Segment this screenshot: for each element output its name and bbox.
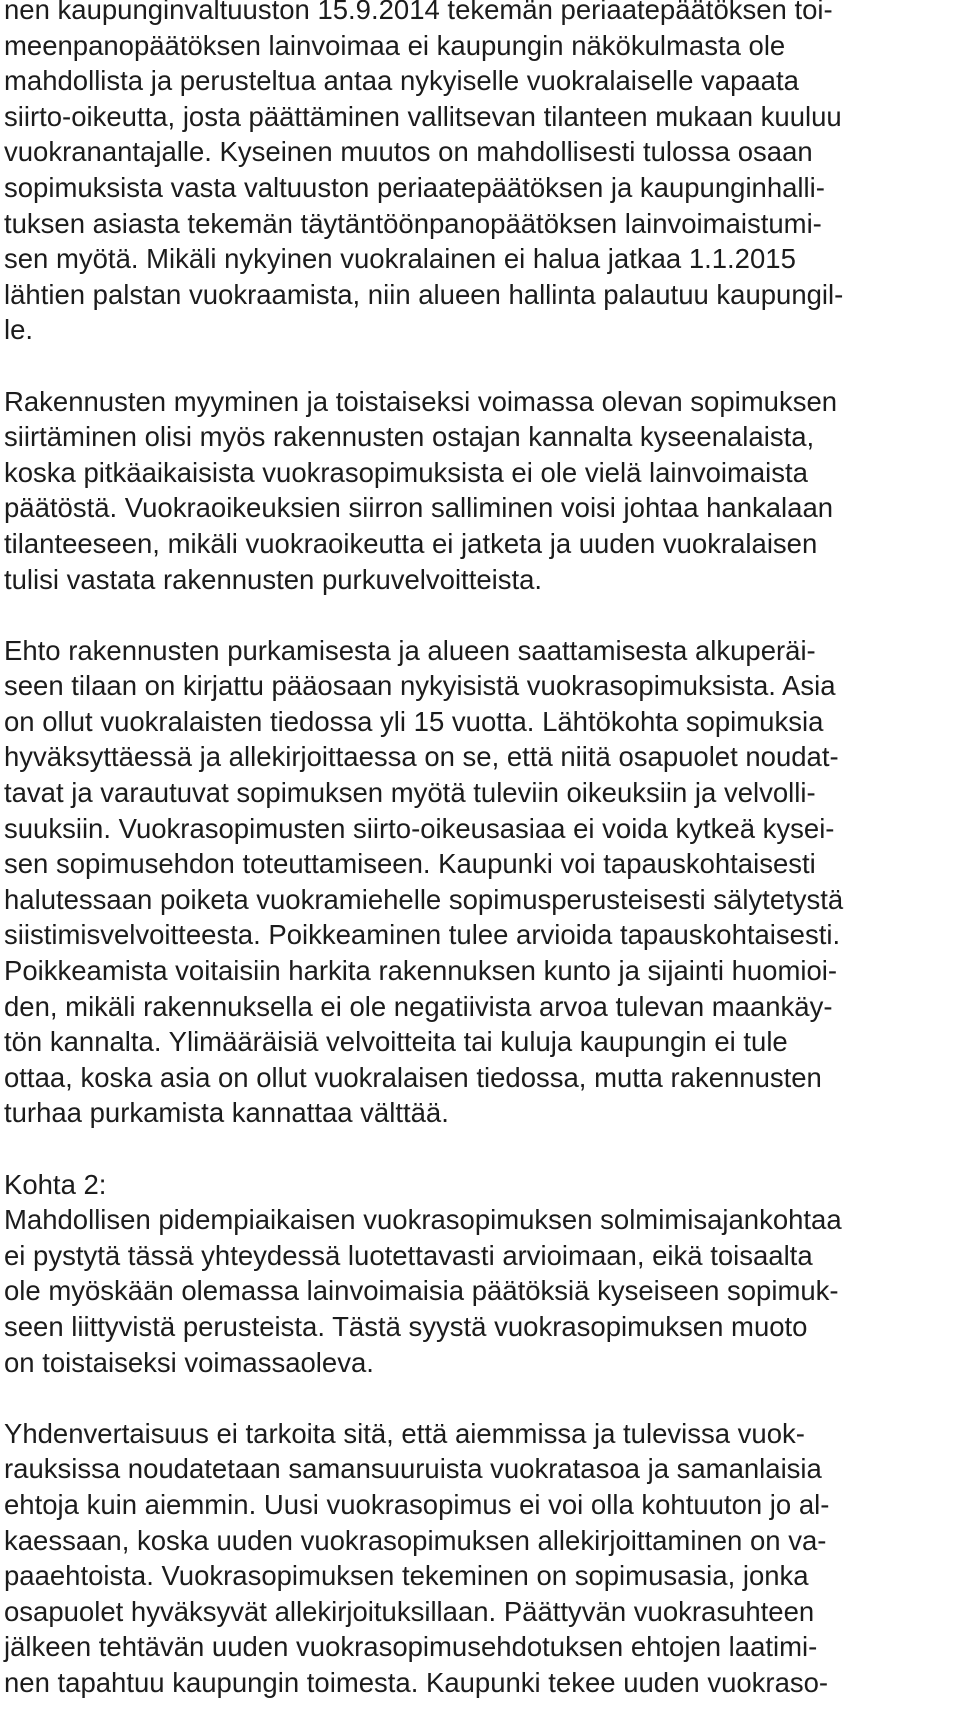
text-line: ehtoja kuin aiemmin. Uusi vuokrasopimus ei voi olla kohtuuton jo al-	[4, 1488, 830, 1520]
text-line: tavat ja varautuvat sopimuksen myötä tuleviin oikeuksiin ja velvolli-	[4, 777, 816, 809]
text-line: lähtien palstan vuokraamista, niin alueen hallinta palautuu kaupungil-	[4, 278, 844, 310]
text-line: rauksissa noudatetaan samansuuruista vuokratasoa ja samanlaisia	[4, 1453, 822, 1485]
text-line: ole myöskään olemassa lainvoimaisia päätöksiä kyseiseen sopimuk-	[4, 1275, 839, 1307]
text-line: paaehtoista. Vuokrasopimuksen tekeminen on sopimusasia, jonka	[4, 1560, 809, 1592]
text-line: sen sopimusehdon toteuttamiseen. Kaupunki voi tapauskohtaisesti	[4, 848, 816, 880]
text-line: siirto-oikeutta, josta päättäminen vallitsevan tilanteen mukaan kuuluu	[4, 100, 842, 132]
text-line: siirtäminen olisi myös rakennusten ostajan kannalta kyseenalaista,	[4, 421, 815, 453]
text-line: kaessaan, koska uuden vuokrasopimuksen allekirjoittaminen on va-	[4, 1524, 827, 1556]
paragraph-2	[4, 384, 956, 598]
text-line: siistimisvelvoitteesta. Poikkeaminen tulee arvioida tapauskohtaisesti.	[4, 919, 841, 951]
text-line: päätöstä. Vuokraoikeuksien siirron salliminen voisi johtaa hankalaan	[4, 492, 834, 524]
text-line: turhaa purkamista kannattaa välttää.	[4, 1097, 449, 1129]
text-line: jälkeen tehtävän uuden vuokrasopimusehdotuksen ehtojen laatimi-	[4, 1631, 818, 1663]
text-line: meenpanopäätöksen lainvoimaa ei kaupungin näkökulmasta ole	[4, 29, 786, 61]
text-line: Yhdenvertaisuus ei tarkoita sitä, että aiemmissa ja tulevissa vuok-	[4, 1417, 805, 1449]
text-line: on toistaiseksi voimassaoleva.	[4, 1346, 374, 1378]
text-line: sopimuksista vasta valtuuston periaatepäätöksen ja kaupunginhalli-	[4, 171, 825, 203]
document-body	[4, 0, 956, 1701]
text-line: Poikkeamista voitaisiin harkita rakennuksen kunto ja sijainti huomioi-	[4, 955, 838, 987]
text-line: le.	[4, 314, 34, 346]
text-line: tön kannalta. Ylimääräisiä velvoitteita tai kuluja kaupungin ei tule	[4, 1026, 788, 1058]
paragraph-4	[4, 1167, 956, 1381]
paragraph-5	[4, 1416, 956, 1701]
text-line: hyväksyttäessä ja allekirjoittaessa on se, että niitä osapuolet noudat-	[4, 741, 839, 773]
text-line: Rakennusten myyminen ja toistaiseksi voimassa olevan sopimuksen	[4, 385, 838, 417]
text-line: mahdollista ja perusteltua antaa nykyiselle vuokralaiselle vapaata	[4, 65, 799, 97]
text-line: on ollut vuokralaisten tiedossa yli 15 vuotta. Lähtökohta sopimuksia	[4, 705, 824, 737]
text-line: tuksen asiasta tekemän täytäntöönpanopäätöksen lainvoimaistumi-	[4, 207, 822, 239]
text-line: ei pystytä tässä yhteydessä luotettavasti arvioimaan, eikä toisaalta	[4, 1239, 813, 1271]
text-line: Ehto rakennusten purkamisesta ja alueen saattamisesta alkuperäi-	[4, 634, 816, 666]
text-line: seen tilaan on kirjattu pääosaan nykyisistä vuokrasopimuksista. Asia	[4, 670, 836, 702]
text-line: tulisi vastata rakennusten purkuvelvoitteista.	[4, 563, 543, 595]
text-line: den, mikäli rakennuksella ei ole negatiivista arvoa tulevan maankäy-	[4, 990, 833, 1022]
text-line: nen kaupunginvaltuuston 15.9.2014 tekemän periaatepäätöksen toi-	[4, 0, 833, 25]
section-heading: Kohta 2:	[4, 1168, 107, 1200]
text-line: seen liittyvistä perusteista. Tästä syystä vuokrasopimuksen muoto	[4, 1310, 808, 1342]
text-line: Mahdollisen pidempiaikaisen vuokrasopimuksen solmimisajankohtaa	[4, 1204, 842, 1236]
paragraph-1	[4, 0, 956, 348]
text-line: nen tapahtuu kaupungin toimesta. Kaupunki tekee uuden vuokraso-	[4, 1666, 829, 1698]
text-line: ottaa, koska asia on ollut vuokralaisen tiedossa, mutta rakennusten	[4, 1061, 822, 1093]
text-line: koska pitkäaikaisista vuokrasopimuksista ei ole vielä lainvoimaista	[4, 456, 808, 488]
paragraph-3	[4, 633, 956, 1131]
text-line: halutessaan poiketa vuokramiehelle sopimusperusteisesti sälytetystä	[4, 883, 844, 915]
text-line: sen myötä. Mikäli nykyinen vuokralainen ei halua jatkaa 1.1.2015	[4, 243, 796, 275]
text-line: osapuolet hyväksyvät allekirjoituksillaan. Päättyvän vuokrasuhteen	[4, 1595, 815, 1627]
text-line: suuksiin. Vuokrasopimusten siirto-oikeusasiaa ei voida kytkeä kysei-	[4, 812, 835, 844]
text-line: tilanteeseen, mikäli vuokraoikeutta ei jatketa ja uuden vuokralaisen	[4, 527, 818, 559]
text-line: vuokranantajalle. Kyseinen muutos on mahdollisesti tulossa osaan	[4, 136, 813, 168]
